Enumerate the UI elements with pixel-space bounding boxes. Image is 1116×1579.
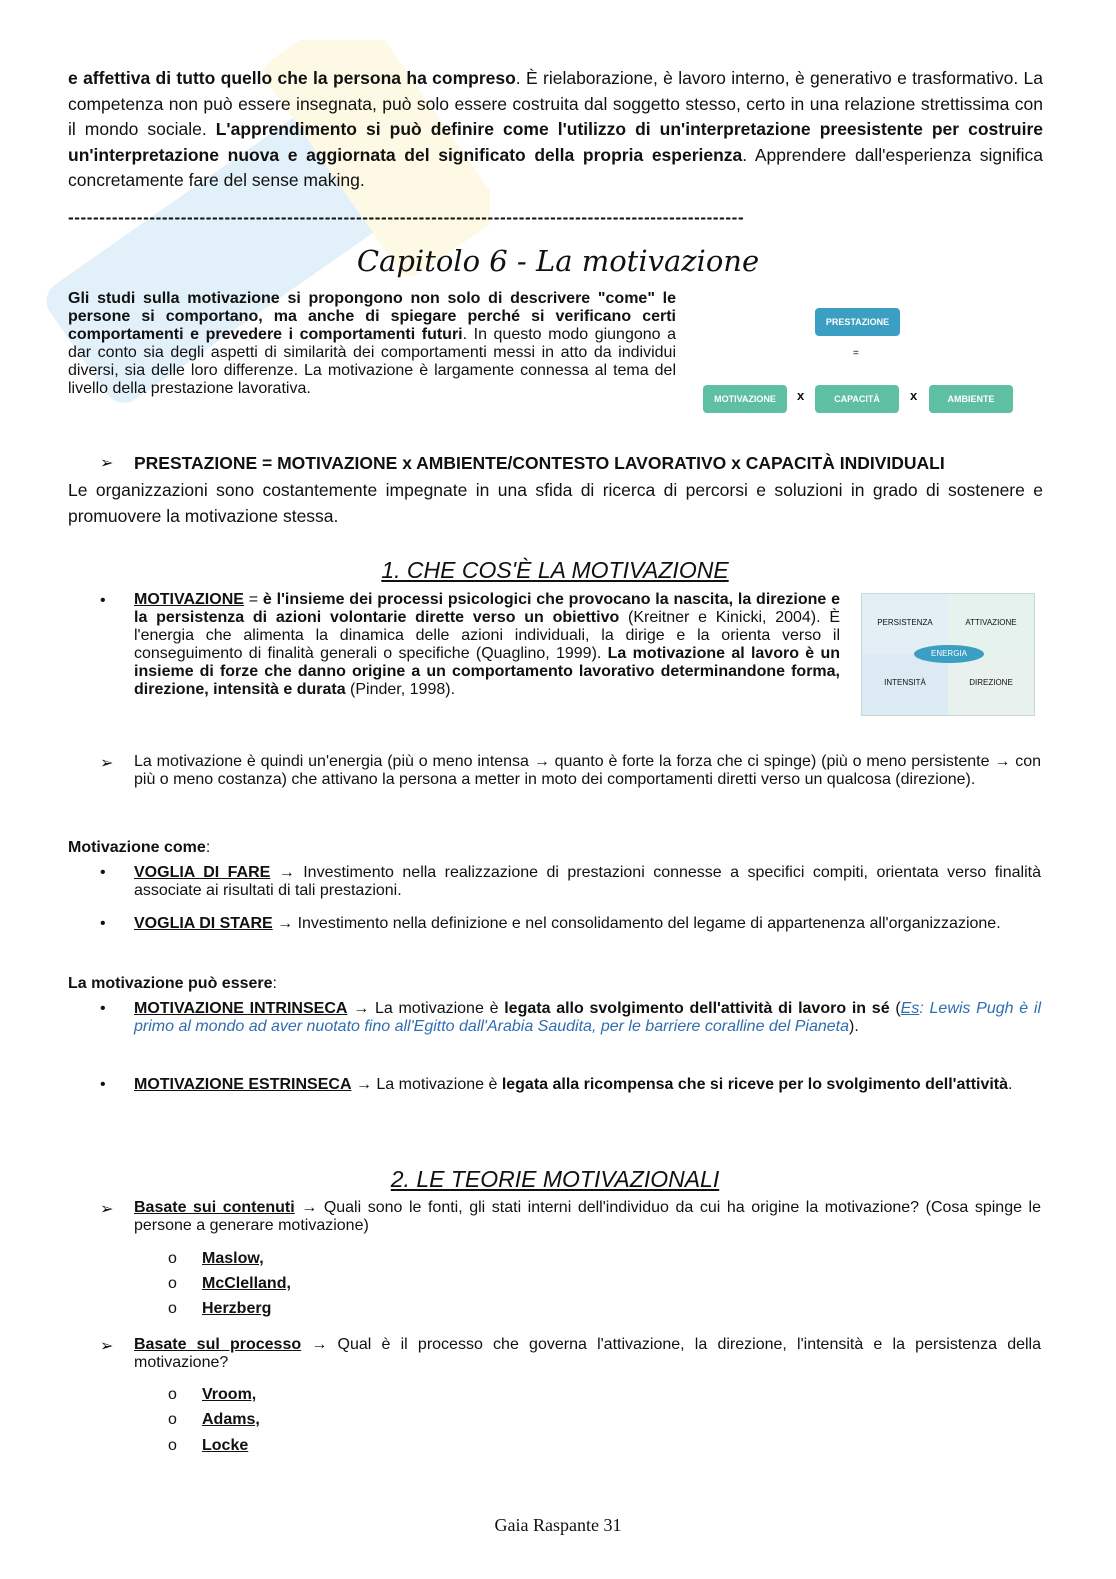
diagram-box-capacita: CAPACITÀ bbox=[815, 385, 899, 413]
bullet-icon: • bbox=[100, 1076, 106, 1093]
arrow-bullet-icon: ➢ bbox=[100, 755, 114, 772]
section-divider: ------------------------------------------------------------------------------------------------------------ bbox=[68, 208, 745, 227]
motivation-definition: MOTIVAZIONE = è l'insieme dei processi psicologici che provocano la nascita, la direzione e la persistenza di azioni volontarie dirette verso un obiettivo (Kreitner e Kinicki, 2004). È l'energia che alimenta la dinamica delle azioni individuali, la dirige e la orienta verso il conseguimento di finalità generali o specifiche (Quaglino, 1999). La motivazione al lavoro è un insieme di forze che danno origine a un comportamento lavorativo determinandone forma, direzione, intensità e durata (Pinder, 1998). bbox=[134, 591, 840, 698]
theory-vroom: Vroom, bbox=[202, 1386, 257, 1403]
theory-maslow: Maslow, bbox=[202, 1250, 264, 1267]
circle-bullet-icon: o bbox=[168, 1250, 177, 1267]
performance-formula: PRESTAZIONE = MOTIVAZIONE x AMBIENTE/CONTESTO LAVORATIVO x CAPACITÀ INDIVIDUALI bbox=[134, 453, 945, 473]
arrow-bullet-icon: ➢ bbox=[100, 1338, 114, 1355]
arrow-bullet-icon: ➢ bbox=[100, 1201, 114, 1218]
bullet-icon: • bbox=[100, 1000, 106, 1017]
circle-bullet-icon: o bbox=[168, 1275, 177, 1292]
voglia-di-fare: VOGLIA DI FARE → Investimento nella realizzazione di prestazioni connesse a specifici compiti, orientata verso finalità associate ai risultati di tali prestazioni. bbox=[134, 864, 1041, 899]
chapter-title: Capitolo 6 - La motivazione bbox=[356, 244, 760, 278]
intro-paragraph: e affettiva di tutto quello che la persona ha compreso. È rielaborazione, è lavoro interno, è generativo e trasformativo. La competenza non può essere insegnata, può solo essere costruita dal soggetto stesso, certo in una relazione strettissima con il mondo sociale. L'apprendimento si può definire come l'utilizzo di un'interpretazione preesistente per costruire un'interpretazione nuova e aggiornata del significato della propria esperienza. Apprendere dall'esperienza significa concretamente fare del sense making. bbox=[68, 68, 1044, 190]
energy-diagram bbox=[861, 593, 1035, 716]
theory-mcclelland: McClelland, bbox=[202, 1275, 291, 1292]
section-1-title: 1. CHE COS'È LA MOTIVAZIONE bbox=[381, 557, 729, 583]
diagram-box-motivazione: MOTIVAZIONE bbox=[703, 385, 787, 413]
process-theories: Basate sul processo → Qual è il processo che governa l'attivazione, la direzione, l'intensità e la persistenza della motivazione? bbox=[134, 1336, 1042, 1371]
extrinsic-motivation: MOTIVAZIONE ESTRINSECA → La motivazione è legata alla ricompensa che si riceve per lo svolgimento dell'attività. bbox=[134, 1076, 1013, 1093]
motivation-as-label: Motivazione come: bbox=[68, 839, 211, 856]
circle-bullet-icon: o bbox=[168, 1437, 177, 1454]
content-theories: Basate sui contenuti → Quali sono le fonti, gli stati interni dell'individuo da cui ha origine la motivazione? (Cosa spinge le persone a generare motivazione) bbox=[134, 1199, 1042, 1234]
energy-paragraph: La motivazione è quindi un'energia (più o meno intensa → quanto è forte la forza che ci spinge) (più o meno persistente → con più o meno costanza) che attivano la persona a metter in moto dei comportamenti diretti verso un qualcosa (direzione). bbox=[134, 753, 1042, 788]
energy-center: ENERGIA bbox=[914, 645, 984, 663]
circle-bullet-icon: o bbox=[168, 1386, 177, 1403]
section-2-title: 2. LE TEORIE MOTIVAZIONALI bbox=[390, 1166, 720, 1192]
voglia-di-stare: VOGLIA DI STARE → Investimento nella definizione e nel consolidamento del legame di appartenenza all'organizzazione. bbox=[134, 915, 1001, 932]
bullet-icon: • bbox=[100, 592, 106, 609]
energy-attivazione: ATTIVAZIONE bbox=[965, 618, 1017, 627]
bullet-icon: • bbox=[100, 864, 106, 881]
bullet-icon: • bbox=[100, 915, 106, 932]
arrow-bullet-icon: ➢ bbox=[100, 455, 114, 472]
energy-persistenza: PERSISTENZA bbox=[877, 618, 933, 627]
chapter-intro: Gli studi sulla motivazione si propongono non solo di descrivere "come" le persone si comportano, ma anche di spiegare perché si verificano certi comportamenti e prevedere i comportamenti futuri. In questo modo giungono a dar conto sia degli aspetti di similarità dei comportamenti messi in atto da individui diversi, sia delle loro differenze. La motivazione è largamente connessa al tema del livello della prestazione lavorativa. bbox=[68, 290, 676, 397]
intrinsic-motivation: MOTIVAZIONE INTRINSECA → La motivazione è legata allo svolgimento dell'attività di lavoro in sé (Es: Lewis Pugh è il primo al mondo ad aver nuotato fino all'Egitto dall'Arabia Saudita, per le barriere coralline del Pianeta). bbox=[134, 1000, 1042, 1035]
diagram-times-1: x bbox=[797, 388, 805, 403]
can-be-label: La motivazione può essere: bbox=[68, 975, 277, 992]
circle-bullet-icon: o bbox=[168, 1411, 177, 1428]
organizations-paragraph: Le organizzazioni sono costantemente impegnate in una sfida di ricerca di percorsi e soluzioni in grado di sostenere e promuovere la motivazione stessa. bbox=[68, 480, 1043, 526]
circle-bullet-icon: o bbox=[168, 1300, 177, 1317]
diagram-times-2: x bbox=[910, 388, 918, 403]
theory-locke: Locke bbox=[202, 1437, 249, 1454]
page-footer: Gaia Raspante 31 bbox=[494, 1515, 622, 1535]
energy-intensita: INTENSITÀ bbox=[884, 678, 926, 687]
diagram-equals: = bbox=[853, 348, 859, 359]
theory-adams: Adams, bbox=[202, 1411, 260, 1428]
diagram-box-ambiente: AMBIENTE bbox=[929, 385, 1013, 413]
energy-direzione: DIREZIONE bbox=[969, 678, 1013, 687]
diagram-box-prestazione: PRESTAZIONE bbox=[815, 308, 900, 336]
theory-herzberg: Herzberg bbox=[202, 1300, 272, 1317]
